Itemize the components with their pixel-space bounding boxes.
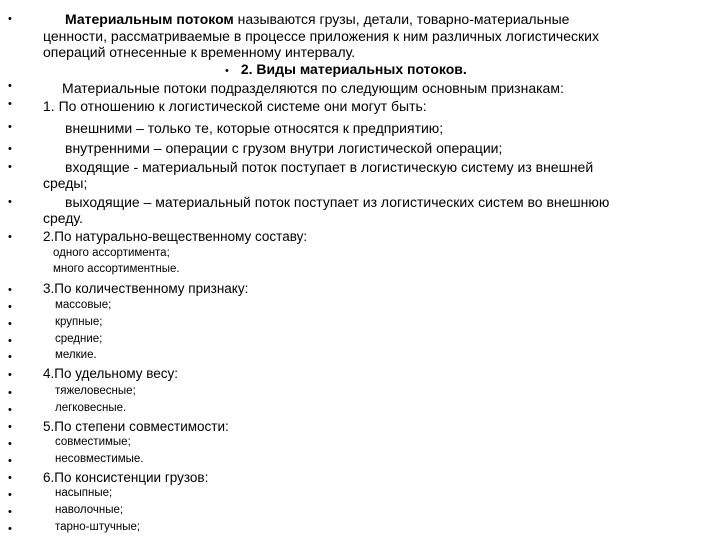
criterion-3-title: 3.По количественному признаку: <box>43 281 249 296</box>
criterion-6-item: наволочные; <box>55 504 124 516</box>
bullet: • <box>8 318 12 330</box>
criterion-2-item: много ассортиментные. <box>53 263 180 275</box>
bullet: • <box>8 13 12 25</box>
bullet: • <box>8 143 12 155</box>
bullet: • <box>8 301 12 313</box>
bullet: • <box>8 98 12 110</box>
bullet: • <box>8 387 12 399</box>
definition-line-2: ценности, рассматриваемые в процессе приложения к ним различных логистических <box>43 28 599 44</box>
criterion-4-title: 4.По удельному весу: <box>43 366 179 381</box>
bullet: • <box>8 335 12 347</box>
criterion-1-title: 1. По отношению к логистической системе они могут быть: <box>43 98 427 114</box>
heading-text: 2. Виды материальных потоков. <box>240 61 467 77</box>
bullet: • <box>8 523 12 535</box>
criterion-5-item: совместимые; <box>55 436 131 448</box>
criterion-2-title: 2.По натурально-вещественному составу: <box>43 229 308 244</box>
bullet: • <box>8 455 12 467</box>
bullet: • <box>8 161 12 173</box>
criterion-1-incoming-line-1: входящие - материальный поток поступает в логистическую систему из внешней <box>65 159 594 175</box>
bullet: • <box>8 284 12 296</box>
criterion-4-item: тяжеловесные; <box>55 385 136 397</box>
criterion-3-item: крупные; <box>55 316 103 328</box>
bullet: • <box>8 231 12 243</box>
bullet: • <box>8 506 12 518</box>
criterion-6-item: тарно-штучные; <box>55 521 141 533</box>
definition-line-3: операций отнесенные к временному интервалу. <box>43 44 356 60</box>
bullet: • <box>8 196 12 208</box>
criterion-1-outgoing-line-2: среду. <box>43 210 83 226</box>
bullet: • <box>8 369 12 381</box>
criterion-3-item: средние; <box>55 333 103 345</box>
criterion-6-title: 6.По консистенции грузов: <box>43 470 209 485</box>
criterion-1-external: внешними – только те, которые относятся к предприятию; <box>65 120 444 136</box>
bullet: • <box>8 80 12 92</box>
criterion-4-item: легковесные. <box>55 402 127 414</box>
bullet: • <box>8 404 12 416</box>
definition-text: называются грузы, детали, товарно-материальные <box>233 11 570 27</box>
intro-text: Материальные потоки подразделяются по следующим основным признакам: <box>62 80 564 96</box>
section-heading <box>225 62 467 77</box>
criterion-6-item: насыпные; <box>55 487 113 499</box>
criterion-3-item: массовые; <box>55 299 112 311</box>
definition-line-1 <box>65 12 569 26</box>
heading-bullet: • <box>225 65 229 77</box>
bullet: • <box>8 121 12 133</box>
criterion-1-internal: внутренними – операции с грузом внутри логистической операции; <box>65 140 503 156</box>
criterion-5-title: 5.По степени совместимости: <box>43 419 229 434</box>
criterion-2-item: одного ассортимента; <box>53 247 170 259</box>
bullet: • <box>8 421 12 433</box>
bullet: • <box>8 472 12 484</box>
bullet: • <box>8 489 12 501</box>
bullet: • <box>8 351 12 363</box>
criterion-3-item: мелкие. <box>55 349 97 361</box>
criterion-5-item: несовместимые. <box>55 453 144 465</box>
criterion-1-outgoing-line-1: выходящие – материальный поток поступает из логистических систем во внешнюю <box>65 194 610 210</box>
bullet: • <box>8 438 12 450</box>
definition-term: Материальным потоком <box>65 11 234 27</box>
criterion-1-incoming-line-2: среды; <box>43 175 88 191</box>
